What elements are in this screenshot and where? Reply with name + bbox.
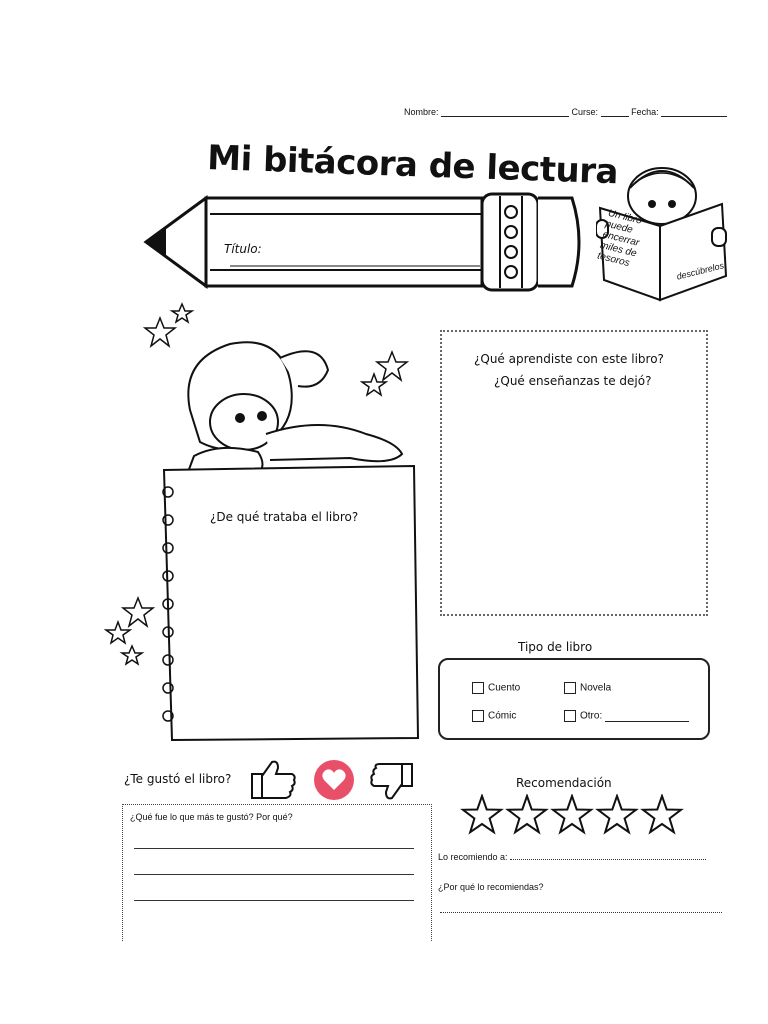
rating-star-icon[interactable] bbox=[463, 796, 501, 832]
left-box-answer-area[interactable] bbox=[180, 534, 410, 730]
date-label: Fecha: bbox=[631, 107, 659, 117]
pencil-title-label: Título: bbox=[224, 242, 262, 256]
rating-star-icon[interactable] bbox=[553, 796, 591, 832]
heart-icon[interactable] bbox=[312, 758, 356, 802]
learning-question-2: ¿Qué enseñanzas te dejó? bbox=[494, 374, 652, 388]
pencil-illustration bbox=[140, 188, 590, 296]
checkbox-cuento[interactable] bbox=[472, 682, 484, 694]
page-title: Mi bitácora de lectura bbox=[206, 138, 619, 193]
recommend-to-label: Lo recomiendo a: bbox=[438, 852, 508, 862]
recommend-to bbox=[438, 852, 706, 862]
book-type-heading: Tipo de libro bbox=[518, 640, 593, 654]
option-cuento-label: Cuento bbox=[488, 682, 521, 694]
recommendation-heading: Recomendación bbox=[516, 776, 612, 790]
rating-stars[interactable] bbox=[460, 794, 685, 843]
rating-star-icon[interactable] bbox=[643, 796, 681, 832]
option-novela[interactable] bbox=[564, 682, 611, 694]
option-comic-label: Cómic bbox=[488, 710, 517, 722]
option-novela-label: Novela bbox=[580, 682, 612, 694]
header-fields bbox=[404, 106, 744, 117]
option-otro[interactable] bbox=[564, 710, 689, 722]
checkbox-novela[interactable] bbox=[564, 682, 576, 694]
checkbox-comic[interactable] bbox=[472, 710, 484, 722]
recommend-to-field[interactable] bbox=[510, 859, 706, 860]
liked-question: ¿Te gustó el libro? bbox=[124, 772, 232, 786]
favorite-question: ¿Qué fue lo que más te gustó? Por qué? bbox=[130, 812, 293, 822]
favorite-answer-lines[interactable] bbox=[124, 830, 428, 930]
course-field[interactable] bbox=[601, 106, 629, 117]
pencil-title-field[interactable] bbox=[264, 254, 474, 256]
answer-line[interactable] bbox=[134, 874, 414, 875]
answer-line[interactable] bbox=[134, 848, 414, 849]
learning-answer-area[interactable] bbox=[452, 400, 692, 600]
thumbs-up-icon[interactable] bbox=[250, 758, 298, 800]
checkbox-otro[interactable] bbox=[564, 710, 576, 722]
otro-field[interactable] bbox=[605, 711, 689, 722]
learning-question-1: ¿Qué aprendiste con este libro? bbox=[474, 352, 664, 366]
rating-star-icon[interactable] bbox=[598, 796, 636, 832]
why-recommend-field[interactable] bbox=[440, 912, 722, 913]
name-field[interactable] bbox=[441, 106, 569, 117]
book-discover: descúbrelos bbox=[675, 260, 726, 282]
rating-star-icon[interactable] bbox=[508, 796, 546, 832]
course-label: Curse: bbox=[571, 107, 599, 117]
date-field[interactable] bbox=[661, 106, 727, 117]
why-recommend-label: ¿Por qué lo recomiendas? bbox=[438, 882, 544, 892]
book-type-box bbox=[438, 658, 710, 740]
decorative-stars-left bbox=[104, 594, 164, 670]
option-comic[interactable] bbox=[472, 710, 516, 722]
option-cuento[interactable] bbox=[472, 682, 520, 694]
answer-line[interactable] bbox=[134, 900, 414, 901]
left-box-question: ¿De qué trataba el libro? bbox=[210, 510, 359, 524]
option-otro-label: Otro: bbox=[580, 710, 603, 722]
name-label: Nombre: bbox=[404, 107, 439, 117]
book-motto: Un libro puede encerrar miles de tesoros bbox=[596, 207, 643, 270]
thumbs-down-icon[interactable] bbox=[370, 762, 414, 802]
